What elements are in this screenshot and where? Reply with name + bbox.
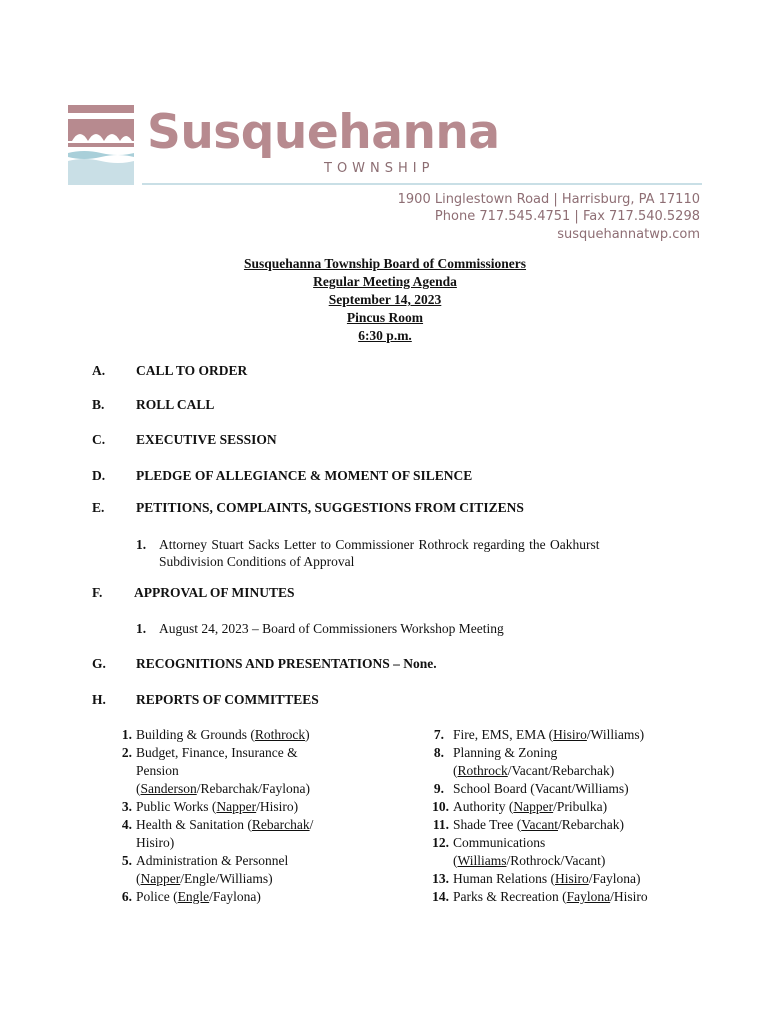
committee-3-number: 3. — [121, 799, 132, 814]
committee-11-number: 11. — [432, 817, 449, 832]
section-c-letter: C. — [92, 432, 106, 447]
committee-1: Building & Grounds (Rothrock) — [136, 727, 310, 742]
committee-10: Authority (Napper/Pribulka) — [453, 799, 608, 814]
committee-6-number: 6. — [121, 889, 132, 904]
section-h-letter: H. — [92, 692, 106, 707]
section-b-title: ROLL CALL — [136, 397, 215, 412]
agenda-heading-board: Susquehanna Township Board of Commissioners — [243, 256, 527, 271]
committee-2-line2: Pension — [136, 763, 179, 778]
section-h-title: REPORTS OF COMMITTEES — [136, 692, 319, 707]
section-f-title: APPROVAL OF MINUTES — [134, 585, 295, 600]
committee-11: Shade Tree (Vacant/Rebarchak) — [453, 817, 624, 832]
committee-4-line2: Hisiro) — [136, 835, 175, 850]
committee-9-number: 9. — [433, 781, 444, 796]
agenda-heading-type: Regular Meeting Agenda — [313, 274, 457, 289]
committee-6: Police (Engle/Faylona) — [136, 889, 261, 904]
committee-7-number: 7. — [433, 727, 444, 742]
committee-12-line2: (Williams/Rothrock/Vacant) — [453, 853, 606, 868]
letterhead-website[interactable]: susquehannatwp.com — [557, 227, 700, 242]
section-e-item-number: 1. — [136, 537, 147, 552]
section-a-title: CALL TO ORDER — [136, 363, 248, 378]
committee-1-number: 1. — [121, 727, 132, 742]
committee-5-line1: Administration & Personnel — [136, 853, 289, 868]
agenda-heading-time: 6:30 p.m. — [358, 328, 412, 343]
section-f-item-number: 1. — [136, 621, 147, 636]
committee-2-line1: Budget, Finance, Insurance & — [136, 745, 298, 760]
section-e-item-line1: Attorney Stuart Sacks Letter to Commissioner Rothrock regarding the Oakhurst — [159, 537, 600, 552]
agenda-heading-date: September 14, 2023 — [328, 292, 442, 307]
committee-5-line2: (Napper/Engle/Williams) — [136, 871, 273, 886]
committee-12-number: 12. — [432, 835, 449, 850]
committee-14: Parks & Recreation (Faylona/Hisiro — [453, 889, 648, 904]
section-e-title: PETITIONS, COMPLAINTS, SUGGESTIONS FROM CITIZENS — [136, 500, 524, 515]
committee-2-number: 2. — [121, 745, 132, 760]
committee-10-number: 10. — [432, 799, 449, 814]
committee-5-number: 5. — [121, 853, 132, 868]
brand-subtitle: TOWNSHIP — [324, 161, 435, 176]
section-d-title: PLEDGE OF ALLEGIANCE & MOMENT OF SILENCE — [136, 468, 473, 483]
letterhead-logo — [68, 105, 708, 245]
section-c-title: EXECUTIVE SESSION — [136, 432, 277, 447]
section-e-item-line2: Subdivision Conditions of Approval — [159, 554, 355, 569]
brand-name: Susquehanna — [147, 105, 500, 160]
committee-4-number: 4. — [121, 817, 132, 832]
committee-4-line1: Health & Sanitation (Rebarchak/ — [136, 817, 314, 832]
section-f-item-text: August 24, 2023 – Board of Commissioners Workshop Meeting — [159, 621, 504, 636]
committee-12-line1: Communications — [453, 835, 546, 850]
committee-2-line3: (Sanderson/Rebarchak/Faylona) — [136, 781, 310, 796]
section-d-letter: D. — [92, 468, 106, 483]
section-b-letter: B. — [92, 397, 105, 412]
letterhead-address: 1900 Linglestown Road | Harrisburg, PA 17110 — [397, 192, 700, 207]
bridge-river-logo-icon — [68, 105, 134, 185]
committee-8-line1: Planning & Zoning — [453, 745, 558, 760]
committee-8-line2: (Rothrock/Vacant/Rebarchak) — [453, 763, 615, 778]
committee-7: Fire, EMS, EMA (Hisiro/Williams) — [453, 727, 645, 742]
section-e-letter: E. — [92, 500, 105, 515]
section-f-letter: F. — [92, 585, 103, 600]
section-a-letter: A. — [92, 363, 106, 378]
section-g-letter: G. — [92, 656, 106, 671]
letterhead-phone-fax: Phone 717.545.4751 | Fax 717.540.5298 — [434, 209, 700, 224]
committee-8-number: 8. — [433, 745, 444, 760]
committee-13-number: 13. — [432, 871, 449, 886]
committee-9: School Board (Vacant/Williams) — [453, 781, 629, 796]
agenda-heading-location: Pincus Room — [346, 310, 424, 325]
committee-13: Human Relations (Hisiro/Faylona) — [453, 871, 641, 886]
committee-14-number: 14. — [432, 889, 449, 904]
committee-3: Public Works (Napper/Hisiro) — [136, 799, 299, 814]
brand-divider — [142, 183, 702, 185]
section-g-title: RECOGNITIONS AND PRESENTATIONS – None. — [136, 656, 437, 671]
